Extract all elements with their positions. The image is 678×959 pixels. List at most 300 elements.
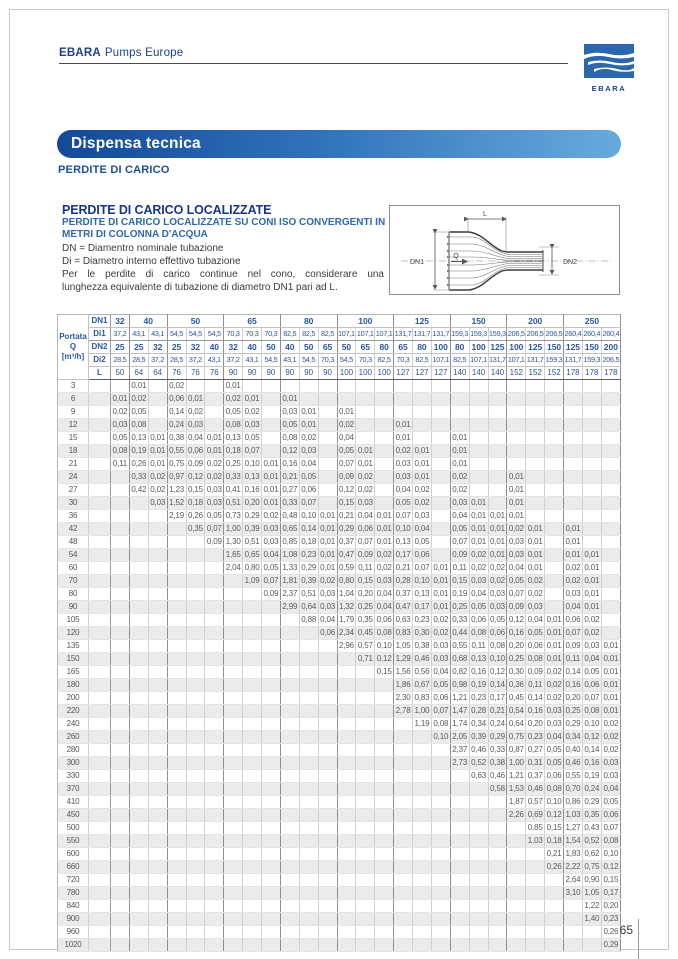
loss-value-cell [111, 705, 130, 718]
loss-value-cell: 0,03 [469, 575, 488, 588]
loss-value-cell [582, 536, 601, 549]
loss-value-cell: 0,02 [488, 562, 507, 575]
loss-value-cell [413, 926, 432, 939]
loss-value-cell: 0,01 [545, 640, 564, 653]
loss-value-cell [375, 705, 394, 718]
loss-value-cell [299, 770, 318, 783]
loss-value-cell: 0,51 [299, 588, 318, 601]
di2-cell: 28,5 [129, 354, 148, 367]
loss-value-cell: 1,65 [224, 549, 243, 562]
cone-diagram [389, 205, 620, 295]
loss-value-cell [488, 913, 507, 926]
loss-value-cell: 0,73 [224, 510, 243, 523]
loss-value-cell [224, 900, 243, 913]
table-row [58, 497, 621, 510]
row-head-spacer [89, 497, 111, 510]
table-row [58, 861, 621, 874]
loss-value-cell: 0,01 [413, 445, 432, 458]
loss-value-cell [337, 926, 356, 939]
loss-value-cell [356, 744, 375, 757]
loss-value-cell [186, 757, 205, 770]
loss-value-cell [394, 718, 413, 731]
loss-value-cell [450, 900, 469, 913]
loss-value-cell [205, 770, 224, 783]
loss-value-cell: 2,96 [337, 640, 356, 653]
loss-value-cell: 0,29 [582, 796, 601, 809]
loss-value-cell: 0,11 [526, 679, 545, 692]
l-cell: 90 [280, 367, 299, 380]
row-head-spacer [89, 705, 111, 718]
dn2-cell: 32 [186, 341, 205, 354]
flow-value-cell: 3 [58, 380, 89, 393]
loss-value-cell [375, 471, 394, 484]
loss-value-cell [299, 848, 318, 861]
loss-value-cell: 0,24 [582, 783, 601, 796]
loss-value-cell [148, 510, 167, 523]
loss-value-cell [431, 510, 450, 523]
loss-value-cell: 0,07 [601, 822, 620, 835]
loss-value-cell [545, 458, 564, 471]
loss-value-cell [111, 783, 130, 796]
loss-value-cell [205, 627, 224, 640]
flow-value-cell: 9 [58, 406, 89, 419]
loss-value-cell: 0,03 [488, 588, 507, 601]
loss-value-cell [186, 783, 205, 796]
loss-value-cell [545, 419, 564, 432]
loss-value-cell [469, 848, 488, 861]
row-head-spacer [89, 640, 111, 653]
loss-value-cell [167, 731, 186, 744]
loss-value-cell [167, 718, 186, 731]
loss-value-cell: 0,02 [148, 484, 167, 497]
loss-value-cell [413, 796, 432, 809]
loss-value-cell: 1,83 [564, 848, 583, 861]
loss-value-cell: 0,38 [488, 757, 507, 770]
loss-value-cell [148, 861, 167, 874]
loss-value-cell: 0,06 [356, 523, 375, 536]
loss-value-cell: 0,01 [243, 393, 262, 406]
loss-value-cell [582, 471, 601, 484]
flow-value-cell: 450 [58, 809, 89, 822]
loss-value-cell [205, 913, 224, 926]
loss-value-cell: 0,11 [356, 562, 375, 575]
loss-value-cell [243, 705, 262, 718]
loss-value-cell: 0,39 [243, 523, 262, 536]
loss-value-cell: 0,02 [601, 718, 620, 731]
di1-cell: 131,7 [431, 328, 450, 341]
loss-value-cell [507, 406, 526, 419]
loss-value-cell: 0,07 [507, 588, 526, 601]
loss-value-cell: 0,14 [582, 744, 601, 757]
intro-notes [62, 242, 384, 294]
dn2-cell: 150 [545, 341, 564, 354]
loss-value-cell [507, 380, 526, 393]
loss-value-cell [469, 406, 488, 419]
loss-value-cell [111, 900, 130, 913]
loss-value-cell [564, 471, 583, 484]
loss-value-cell: 0,02 [545, 679, 564, 692]
loss-value-cell [469, 887, 488, 900]
loss-value-cell [431, 809, 450, 822]
loss-value-cell: 0,62 [582, 848, 601, 861]
loss-value-cell [262, 835, 281, 848]
loss-value-cell [280, 666, 299, 679]
loss-value-cell: 1,00 [224, 523, 243, 536]
loss-value-cell [262, 705, 281, 718]
loss-value-cell: 0,85 [280, 536, 299, 549]
loss-value-cell [299, 887, 318, 900]
loss-value-cell: 0,01 [601, 640, 620, 653]
loss-value-cell [488, 497, 507, 510]
loss-value-cell [111, 848, 130, 861]
loss-value-cell [545, 484, 564, 497]
loss-value-cell [243, 809, 262, 822]
table-row [58, 601, 621, 614]
loss-value-cell [243, 822, 262, 835]
loss-value-cell: 0,57 [526, 796, 545, 809]
loss-value-cell [394, 939, 413, 952]
loss-value-cell [318, 692, 337, 705]
loss-value-cell [375, 432, 394, 445]
flow-value-cell: 600 [58, 848, 89, 861]
loss-value-cell [299, 913, 318, 926]
loss-value-cell: 0,10 [375, 640, 394, 653]
loss-value-cell [318, 640, 337, 653]
row-head-spacer [89, 874, 111, 887]
loss-value-cell [507, 874, 526, 887]
loss-value-cell [129, 874, 148, 887]
loss-value-cell: 0,03 [205, 497, 224, 510]
loss-value-cell: 0,37 [394, 588, 413, 601]
loss-value-cell: 0,01 [450, 458, 469, 471]
loss-value-cell [431, 835, 450, 848]
flow-value-cell: 550 [58, 835, 89, 848]
loss-value-cell [111, 562, 130, 575]
loss-value-cell [375, 757, 394, 770]
loss-value-cell: 0,35 [356, 614, 375, 627]
logo-wordmark: EBARA [591, 84, 627, 93]
loss-value-cell [431, 757, 450, 770]
loss-value-cell [299, 822, 318, 835]
loss-value-cell: 0,02 [299, 432, 318, 445]
loss-value-cell: 0,68 [450, 653, 469, 666]
flow-value-cell: 30 [58, 497, 89, 510]
loss-value-cell [205, 549, 224, 562]
loss-value-cell [148, 380, 167, 393]
loss-value-cell: 0,02 [167, 380, 186, 393]
loss-value-cell: 0,01 [394, 432, 413, 445]
row-head-spacer [89, 783, 111, 796]
loss-value-cell [111, 523, 130, 536]
loss-value-cell [318, 393, 337, 406]
loss-value-cell [318, 432, 337, 445]
loss-value-cell [394, 770, 413, 783]
loss-value-cell [375, 744, 394, 757]
loss-value-cell [431, 887, 450, 900]
loss-value-cell: 0,29 [564, 718, 583, 731]
loss-value-cell: 0,08 [469, 627, 488, 640]
loss-value-cell: 0,46 [469, 744, 488, 757]
loss-value-cell [243, 861, 262, 874]
loss-value-cell: 1,47 [450, 705, 469, 718]
loss-value-cell [186, 835, 205, 848]
loss-value-cell [356, 783, 375, 796]
loss-value-cell [469, 380, 488, 393]
loss-value-cell: 0,09 [450, 549, 469, 562]
loss-value-cell [507, 913, 526, 926]
loss-value-cell [262, 419, 281, 432]
loss-value-cell: 2,26 [507, 809, 526, 822]
loss-value-cell: 0,03 [280, 406, 299, 419]
row-head-spacer [89, 458, 111, 471]
di2-cell: 107,1 [431, 354, 450, 367]
loss-value-cell: 0,71 [356, 653, 375, 666]
loss-value-cell [375, 913, 394, 926]
loss-value-cell [337, 822, 356, 835]
loss-value-cell: 0,24 [167, 419, 186, 432]
loss-value-cell [337, 783, 356, 796]
di2-cell: 37,2 [148, 354, 167, 367]
row-head-spacer [89, 848, 111, 861]
dn1-group-80: 80 [280, 315, 337, 328]
loss-value-cell: 1,21 [450, 692, 469, 705]
loss-value-cell: 0,06 [413, 549, 432, 562]
loss-value-cell: 0,02 [356, 484, 375, 497]
loss-value-cell: 0,02 [526, 575, 545, 588]
loss-value-cell [318, 822, 337, 835]
loss-value-cell [526, 432, 545, 445]
di2-cell: 82,5 [450, 354, 469, 367]
page-subtitle [62, 217, 392, 241]
flow-value-cell: 500 [58, 822, 89, 835]
dn2-cell: 40 [205, 341, 224, 354]
loss-value-cell [450, 406, 469, 419]
row-head-spacer [89, 809, 111, 822]
di2-cell: 82,5 [413, 354, 432, 367]
loss-value-cell [450, 913, 469, 926]
loss-value-cell [148, 705, 167, 718]
l-cell: 140 [488, 367, 507, 380]
loss-value-cell [148, 627, 167, 640]
loss-value-cell: 0,75 [507, 731, 526, 744]
loss-value-cell [129, 588, 148, 601]
loss-value-cell: 0,05 [262, 562, 281, 575]
loss-value-cell: 0,09 [262, 588, 281, 601]
di1-cell: 54,5 [186, 328, 205, 341]
loss-value-cell: 0,05 [545, 744, 564, 757]
note-cone-2: lunghezza equivalente di tubazione di diametro DN1 pari ad L. [62, 282, 338, 293]
loss-value-cell: 0,01 [318, 523, 337, 536]
loss-value-cell: 0,19 [582, 770, 601, 783]
di2-cell: 206,5 [601, 354, 620, 367]
l-cell: 127 [394, 367, 413, 380]
loss-value-cell [545, 588, 564, 601]
loss-value-cell [318, 705, 337, 718]
loss-value-cell [413, 835, 432, 848]
loss-value-cell [280, 913, 299, 926]
loss-value-cell [280, 380, 299, 393]
row-head-spacer [89, 601, 111, 614]
loss-value-cell: 0,01 [148, 445, 167, 458]
loss-value-cell: 0,03 [488, 601, 507, 614]
loss-value-cell: 0,02 [545, 666, 564, 679]
di1-cell: 82,5 [280, 328, 299, 341]
loss-value-cell: 0,56 [413, 666, 432, 679]
loss-value-cell [545, 497, 564, 510]
loss-value-cell: 1,27 [564, 822, 583, 835]
loss-value-cell [243, 926, 262, 939]
loss-value-cell [507, 393, 526, 406]
flow-value-cell: 330 [58, 770, 89, 783]
loss-value-cell [337, 692, 356, 705]
loss-value-cell [356, 406, 375, 419]
flow-value-cell: 90 [58, 601, 89, 614]
loss-value-cell [337, 796, 356, 809]
loss-value-cell [111, 679, 130, 692]
loss-value-cell [356, 731, 375, 744]
row-head-spacer [89, 627, 111, 640]
loss-value-cell [337, 887, 356, 900]
loss-value-cell [582, 380, 601, 393]
banner-title: Dispensa tecnica [57, 130, 621, 158]
loss-value-cell [413, 848, 432, 861]
loss-value-cell [186, 796, 205, 809]
loss-value-cell [280, 835, 299, 848]
loss-value-cell [186, 692, 205, 705]
loss-value-cell: 0,30 [413, 627, 432, 640]
loss-value-cell: 0,06 [167, 393, 186, 406]
loss-value-cell [526, 510, 545, 523]
loss-value-cell [318, 939, 337, 952]
loss-value-cell [413, 939, 432, 952]
di2-cell: 159,3 [582, 354, 601, 367]
di2-cell: 159,3 [545, 354, 564, 367]
table-row [58, 874, 621, 887]
loss-value-cell [224, 575, 243, 588]
loss-value-cell: 0,04 [299, 458, 318, 471]
loss-value-cell: 0,06 [582, 679, 601, 692]
loss-value-cell [111, 614, 130, 627]
loss-value-cell [148, 419, 167, 432]
loss-value-cell [356, 666, 375, 679]
loss-value-cell [545, 939, 564, 952]
loss-value-cell [431, 549, 450, 562]
loss-value-cell [148, 874, 167, 887]
loss-value-cell [299, 796, 318, 809]
table-row [58, 627, 621, 640]
loss-value-cell: 0,11 [469, 640, 488, 653]
loss-value-cell [431, 926, 450, 939]
row-head-spacer [89, 432, 111, 445]
loss-value-cell [111, 887, 130, 900]
loss-value-cell [167, 757, 186, 770]
loss-value-cell: 0,17 [488, 692, 507, 705]
loss-value-cell [526, 913, 545, 926]
table-header [58, 315, 621, 380]
loss-value-cell [262, 666, 281, 679]
loss-value-cell [280, 757, 299, 770]
loss-value-cell: 0,01 [488, 536, 507, 549]
table-row [58, 484, 621, 497]
loss-value-cell [356, 419, 375, 432]
loss-value-cell: 1,30 [224, 536, 243, 549]
loss-value-cell: 0,14 [167, 406, 186, 419]
loss-value-cell: 0,33 [224, 471, 243, 484]
loss-value-cell: 1,03 [526, 835, 545, 848]
loss-value-cell [129, 848, 148, 861]
flow-value-cell: 180 [58, 679, 89, 692]
loss-value-cell [375, 835, 394, 848]
loss-value-cell [186, 640, 205, 653]
loss-value-cell [186, 575, 205, 588]
loss-value-cell: 0,35 [582, 809, 601, 822]
loss-value-cell [375, 406, 394, 419]
loss-value-cell: 0,11 [111, 458, 130, 471]
loss-value-cell [167, 562, 186, 575]
loss-value-cell: 0,02 [545, 692, 564, 705]
loss-value-cell [318, 874, 337, 887]
loss-value-cell: 0,51 [224, 497, 243, 510]
loss-value-cell [167, 770, 186, 783]
loss-value-cell: 0,02 [224, 393, 243, 406]
loss-value-cell: 0,06 [186, 445, 205, 458]
loss-value-cell: 0,06 [526, 640, 545, 653]
loss-value-cell [318, 653, 337, 666]
loss-value-cell [431, 484, 450, 497]
loss-value-cell [111, 757, 130, 770]
loss-value-cell: 0,03 [564, 588, 583, 601]
loss-value-cell [148, 835, 167, 848]
loss-value-cell [299, 809, 318, 822]
loss-value-cell: 0,46 [488, 770, 507, 783]
loss-value-cell: 0,37 [337, 536, 356, 549]
loss-value-cell [205, 406, 224, 419]
loss-value-cell: 0,01 [545, 614, 564, 627]
loss-value-cell [488, 822, 507, 835]
header-row-di2 [58, 354, 621, 367]
flow-value-cell: 1020 [58, 939, 89, 952]
loss-value-cell [394, 926, 413, 939]
loss-value-cell [280, 874, 299, 887]
loss-value-cell [299, 744, 318, 757]
loss-value-cell [356, 809, 375, 822]
table-row [58, 614, 621, 627]
loss-value-cell [507, 939, 526, 952]
loss-value-cell: 0,05 [224, 406, 243, 419]
loss-value-cell [111, 588, 130, 601]
loss-value-cell: 2,34 [337, 627, 356, 640]
loss-value-cell: 0,01 [186, 393, 205, 406]
loss-value-cell: 1,53 [507, 783, 526, 796]
loss-value-cell [280, 783, 299, 796]
loss-value-cell [224, 718, 243, 731]
l-cell: 152 [507, 367, 526, 380]
loss-value-cell: 0,01 [601, 666, 620, 679]
loss-value-cell: 0,03 [507, 549, 526, 562]
loss-value-cell [186, 887, 205, 900]
loss-value-cell: 0,12 [582, 731, 601, 744]
loss-value-cell [488, 874, 507, 887]
loss-value-cell [129, 679, 148, 692]
loss-value-cell: 0,03 [205, 484, 224, 497]
loss-value-cell [601, 497, 620, 510]
loss-value-cell [148, 848, 167, 861]
loss-value-cell [469, 458, 488, 471]
loss-value-cell [507, 432, 526, 445]
loss-value-cell [450, 783, 469, 796]
loss-value-cell: 0,12 [337, 484, 356, 497]
loss-value-cell [224, 705, 243, 718]
